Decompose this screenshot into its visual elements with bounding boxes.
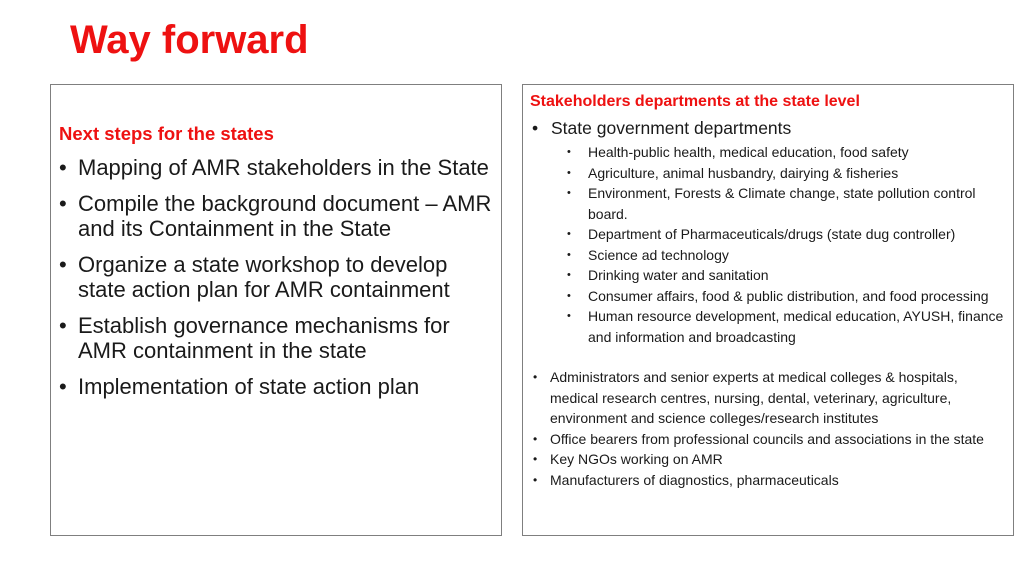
bullet-icon: • (59, 374, 67, 399)
list-item: • Administrators and senior experts at medical colleges & hospitals, medical research centres, nursing, dental, veterinary, agriculture, environment and science colleges/research institutes (533, 369, 958, 426)
stakeholders-heading: Stakeholders departments at the state level (530, 93, 860, 110)
list-item: • Manufacturers of diagnostics, pharmaceuticals (523, 470, 1013, 491)
bullet-icon: • (59, 191, 67, 216)
department-sublist (523, 142, 1013, 347)
bullet-icon: • (59, 252, 67, 277)
bullet-icon: • (59, 313, 67, 338)
bullet-icon: • (567, 187, 571, 199)
list-item: • Office bearers from professional councils and associations in the state (523, 429, 1013, 450)
list-item: • Mapping of AMR stakeholders in the State (59, 155, 489, 180)
list-item: • Environment, Forests & Climate change, state pollution control board. (567, 185, 976, 222)
bullet-icon: • (533, 472, 538, 487)
bullet-icon: • (533, 452, 538, 466)
page-title: Way forward (70, 18, 309, 62)
stakeholders-panel (522, 84, 1014, 536)
list-item: • Consumer affairs, food & public distribution, and food processing (523, 286, 1013, 307)
bullet-icon: • (533, 431, 538, 446)
bullet-icon: • (567, 146, 571, 158)
bullet-icon: • (533, 370, 538, 384)
next-steps-panel (50, 84, 502, 536)
state-govt-departments-item: • State government departments (532, 118, 792, 138)
other-stakeholders-list (523, 367, 1013, 490)
list-item: • Key NGOs working on AMR (523, 449, 1013, 470)
list-item: • Organize a state workshop to develop state action plan for AMR containment (59, 252, 450, 302)
bullet-icon: • (59, 155, 67, 180)
bullet-icon: • (567, 166, 571, 179)
bullet-icon: • (532, 118, 539, 138)
list-item: • Human resource development, medical education, AYUSH, finance and information and broadcasting (567, 308, 1004, 345)
list-item: • Health-public health, medical education, food safety (523, 142, 1013, 163)
list-item: • Department of Pharmaceuticals/drugs (state dug controller) (523, 224, 1013, 245)
bullet-icon: • (567, 269, 571, 281)
list-item: • Science ad technology (523, 245, 1013, 266)
bullet-icon: • (567, 228, 571, 240)
list-item: • Establish governance mechanisms for AMR containment in the state (59, 313, 450, 363)
bullet-icon: • (567, 248, 571, 261)
bullet-icon: • (567, 289, 571, 302)
next-steps-list (55, 155, 495, 410)
next-steps-heading: Next steps for the states (59, 123, 274, 144)
list-item: • Agriculture, animal husbandry, dairying & fisheries (523, 163, 1013, 184)
list-item: • Drinking water and sanitation (523, 265, 1013, 286)
list-item: • Implementation of state action plan (59, 374, 420, 399)
list-item: • Compile the background document – AMR and its Containment in the State (59, 191, 492, 241)
bullet-icon: • (567, 310, 571, 322)
